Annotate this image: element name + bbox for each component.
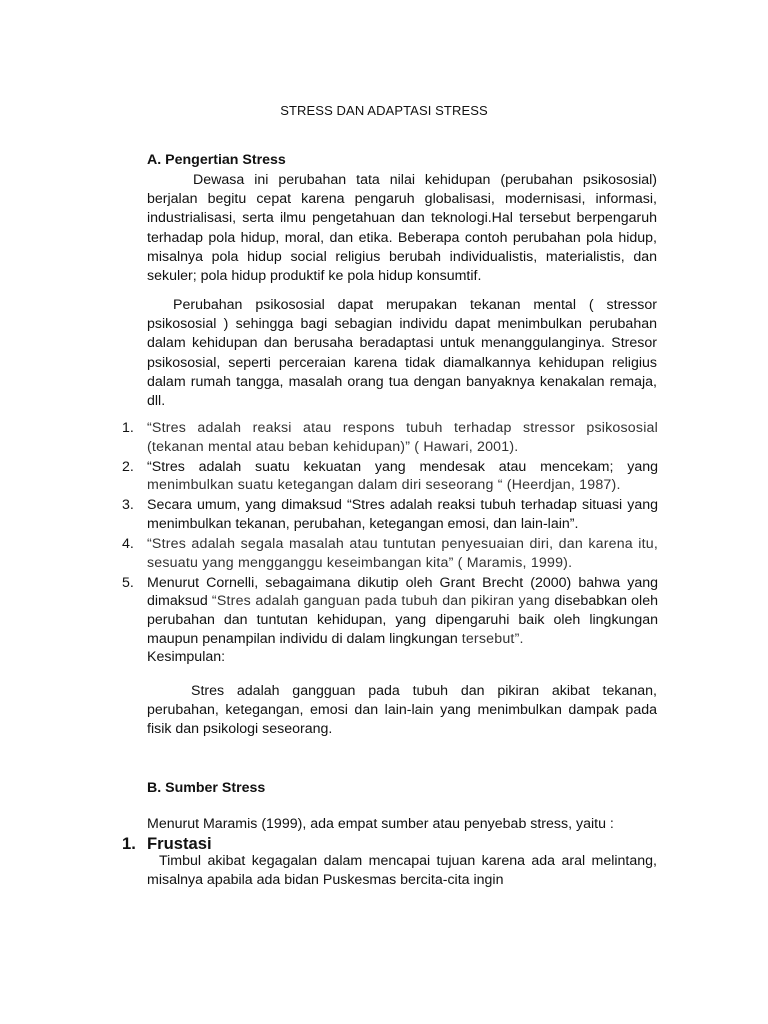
list-item — [122, 574, 658, 667]
list-number: 5. — [122, 574, 134, 591]
subsection-heading — [122, 834, 212, 854]
list-item — [122, 419, 658, 456]
conclusion-label: Kesimpulan: — [147, 649, 226, 666]
section-b-heading: B. Sumber Stress — [147, 780, 266, 796]
list-text: “Stres adalah reaksi atau respons tubuh terhadap stressor psikososial (tekanan mental atau beban kehidupan)” ( Hawari, 2001). — [147, 420, 658, 455]
subsection-title: Frustasi — [147, 834, 212, 853]
list-text: Menurut Cornelli, sebagaimana dikutip oleh Grant Brecht (2000) bahwa yang dimaksud — [147, 574, 658, 610]
list-text-quote: “Stres adalah ganguan pada tubuh dan pikiran yang — [211, 593, 555, 610]
section-a-paragraph-2: Perubahan psikososial dapat merupakan tekanan mental ( stressor psikososial ) sehingga bagi sebagian individu dapat menimbulkan perubahan dalam kehidupan dan berusaha beradaptasi untuk menanggulanginya. Stresor psikososial, seperti perceraian karena tidak diamalkannya kehidupan religius dalam rumah tangga, masalah orang tua dengan banyaknya kenakalan remaja, dll. — [147, 297, 657, 410]
section-b-intro: Menurut Maramis (1999), ada empat sumber atau penyebab stress, yaitu : — [147, 816, 614, 832]
list-text-end: tersebut”. — [461, 630, 524, 647]
list-number: 2. — [122, 458, 134, 475]
list-text: Secara umum, yang dimaksud “Stres adalah reaksi tubuh terhadap situasi yang menimbulkan tekanan, perubahan, ketegangan emosi, dan lain-lain”. — [147, 497, 658, 532]
list-text: “Stres adalah segala masalah atau tuntutan penyesuaian diri, dan karena itu, sesuatu yang mengganggu keseimbangan kita” ( Maramis, 1999). — [147, 536, 658, 571]
list-number: 1. — [122, 420, 134, 436]
list-item — [122, 458, 658, 495]
section-a-paragraph-1: Dewasa ini perubahan tata nilai kehidupan (perubahan psikososial) berjalan begitu cepat karena pengaruh globalisasi, modernisasi, informasi, industrialisasi, serta ilmu pengetahuan dan teknologi.Hal tersebut berpengaruh terhadap pola hidup, moral, dan etika. Beberapa contoh perubahan pola hidup, misalnya pola hidup social religius berubah individualistis, materialistis, dan sekuler; pola hidup produktif ke pola hidup konsumtif. — [147, 172, 657, 285]
conclusion-text: Stres adalah gangguan pada tubuh dan pikiran akibat tekanan, perubahan, ketegangan, emosi dan lain-lain yang menimbulkan dampak pada fisik dan psikologi seseorang. — [147, 683, 657, 738]
subsection-number: 1. — [122, 834, 136, 853]
list-text-cont: disebabkan oleh perubahan dan tuntutan kehidupan, yang dipengaruhi baik oleh lingkungan maupun penampilan individu di dalam lingkungan — [147, 593, 658, 647]
list-text-cont: menimbulkan suatu ketegangan dalam diri seseorang “ (Heerdjan, 1987). — [147, 477, 621, 494]
definition-list — [122, 419, 658, 668]
list-number: 3. — [122, 497, 134, 514]
section-a-heading: A. Pengertian Stress — [147, 152, 286, 168]
list-item — [122, 535, 658, 572]
list-text: “Stres adalah suatu kekuatan yang mendesak atau mencekam; yang — [147, 458, 658, 475]
list-item — [122, 496, 658, 533]
document-title: STRESS DAN ADAPTASI STRESS — [280, 103, 488, 118]
section-b-paragraph: Timbul akibat kegagalan dalam mencapai tujuan karena ada aral melintang, misalnya apabila ada bidan Puskesmas bercita-cita ingin — [147, 853, 657, 889]
list-number: 4. — [122, 536, 134, 553]
